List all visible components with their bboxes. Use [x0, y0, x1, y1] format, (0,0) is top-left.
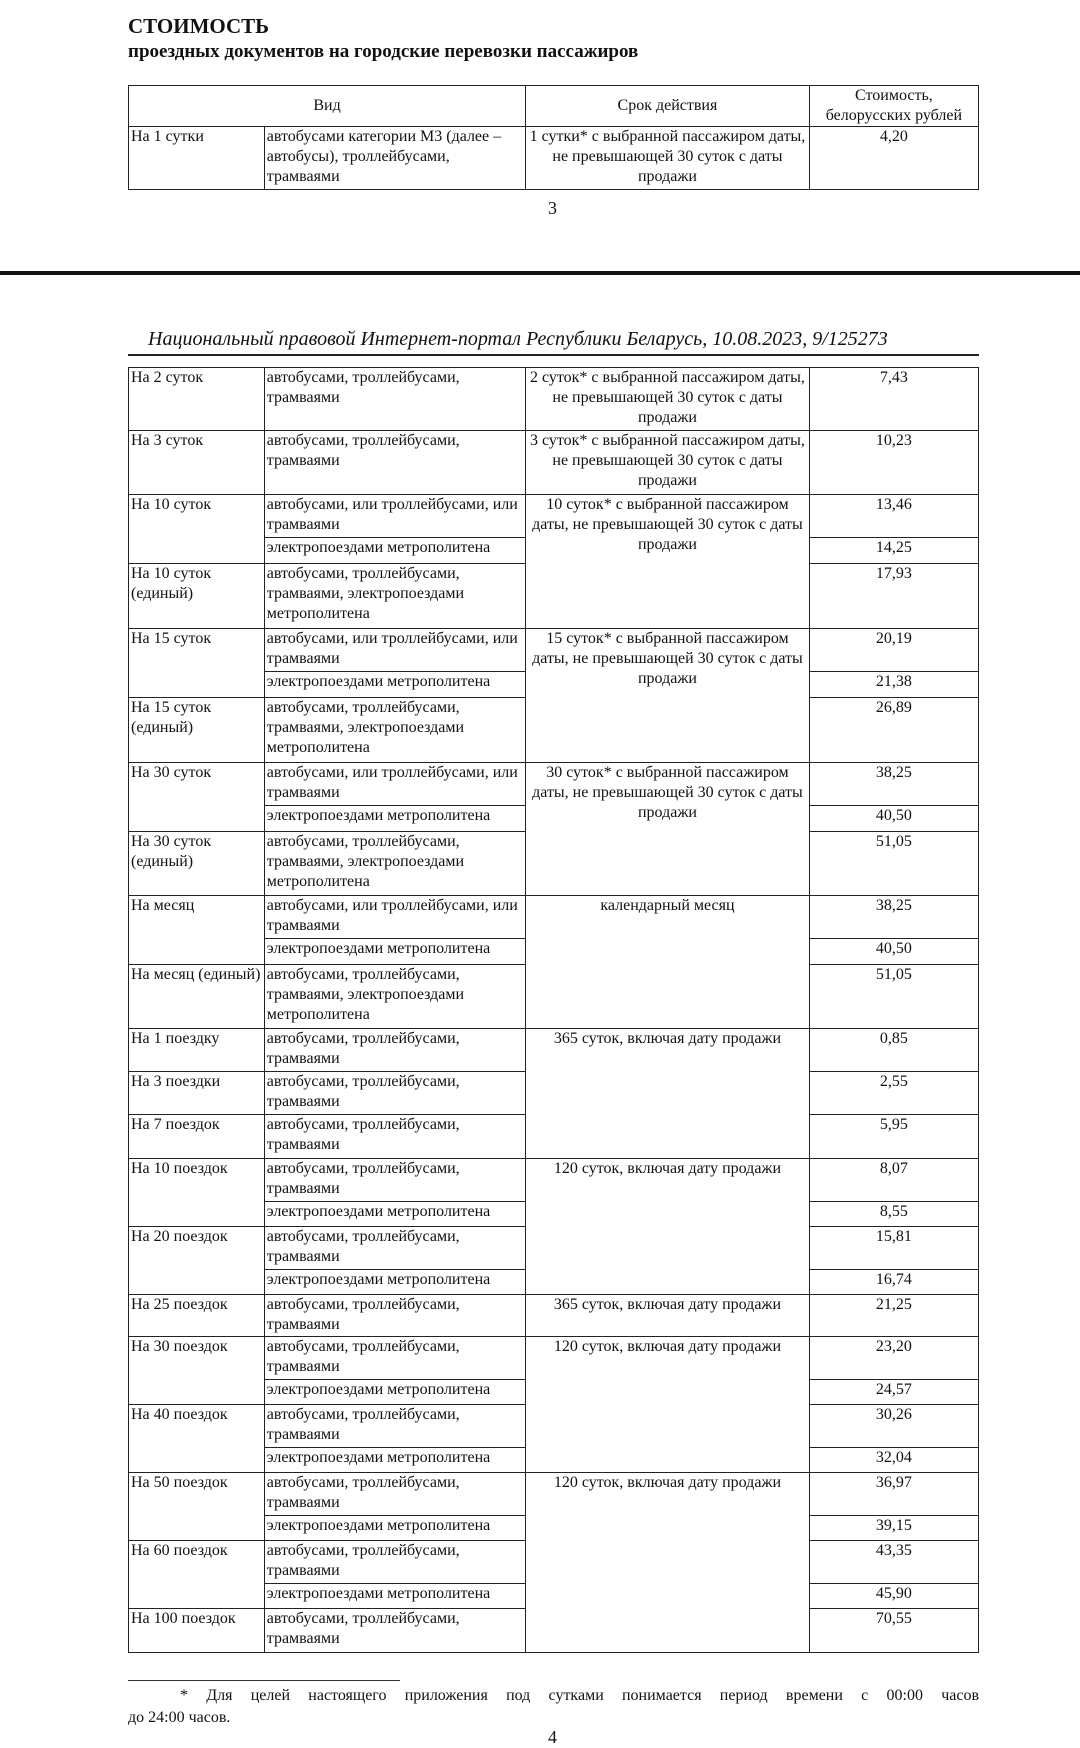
ticket-name: На 10 суток — [129, 495, 265, 564]
transport-cell: автобусами, троллейбусами, трамваями — [264, 431, 525, 495]
price-table-main — [128, 367, 979, 1653]
transport-cell: электропоездами метрополитена — [264, 806, 525, 832]
ticket-name: На 20 поездок — [129, 1227, 265, 1295]
validity-cell: 365 суток, включая дату продажи — [526, 1029, 810, 1159]
ticket-name: На 40 поездок — [129, 1405, 265, 1473]
price-cell: 24,57 — [809, 1380, 978, 1405]
transport-cell: автобусами, или троллейбусами, или трамваями — [264, 629, 525, 672]
transport-cell: автобусами, троллейбусами, трамваями — [264, 1337, 525, 1380]
transport-cell: электропоездами метрополитена — [264, 1448, 525, 1473]
header-cost-line1: Стоимость, — [855, 87, 933, 104]
ticket-name: На месяц (единый) — [129, 965, 265, 1029]
table-row — [129, 1337, 979, 1380]
validity-cell: 15 суток* с выбранной пассажиром даты, не превышающей 30 суток с даты продажи — [526, 629, 810, 763]
validity-cell: 120 суток, включая дату продажи — [526, 1337, 810, 1473]
price-cell: 21,25 — [809, 1295, 978, 1337]
transport-cell: электропоездами метрополитена — [264, 1380, 525, 1405]
validity-cell: 365 суток, включая дату продажи — [526, 1295, 810, 1337]
transport-cell: автобусами, троллейбусами, трамваями, электропоездами метрополитена — [264, 832, 525, 896]
footnote-line-1: * Для целей настоящего приложения под сутками понимается период времени с 00:00 часов — [180, 1687, 979, 1704]
header-cost-line2: белорусских рублей — [825, 107, 963, 124]
transport-cell: электропоездами метрополитена — [264, 538, 525, 564]
price-cell: 36,97 — [809, 1473, 978, 1516]
transport-cell: автобусами, троллейбусами, трамваями — [264, 1159, 525, 1202]
transport-cell: электропоездами метрополитена — [264, 672, 525, 698]
price-cell: 10,23 — [809, 431, 978, 495]
price-cell: 40,50 — [809, 939, 978, 965]
header-cost — [809, 86, 978, 127]
price-cell: 0,85 — [809, 1029, 978, 1072]
table-row — [129, 1159, 979, 1202]
footnote-rule — [128, 1680, 400, 1681]
price-cell: 45,90 — [809, 1584, 978, 1609]
transport-cell: автобусами, троллейбусами, трамваями — [264, 1295, 525, 1337]
header-srok: Срок действия — [526, 86, 810, 127]
price-cell: 51,05 — [809, 965, 978, 1029]
ticket-name: На 30 суток — [129, 763, 265, 832]
document-title: СТОИМОСТЬ — [128, 14, 270, 38]
portal-header: Национальный правовой Интернет-портал Республики Беларусь, 10.08.2023, 9/125273 — [148, 328, 888, 350]
transport-cell: автобусами, троллейбусами, трамваями — [264, 368, 525, 431]
price-cell: 2,55 — [809, 1072, 978, 1115]
validity-cell: 2 суток* с выбранной пассажиром даты, не превышающей 30 суток с даты продажи — [526, 368, 810, 431]
price-cell: 17,93 — [809, 564, 978, 629]
validity-cell: 1 сутки* с выбранной пассажиром даты, не превышающей 30 суток с даты продажи — [526, 127, 810, 190]
ticket-name: На 15 суток (единый) — [129, 698, 265, 763]
transport-cell: автобусами, троллейбусами, трамваями — [264, 1029, 525, 1072]
transport-cell: автобусами, троллейбусами, трамваями — [264, 1115, 525, 1159]
price-cell: 32,04 — [809, 1448, 978, 1473]
transport-cell: автобусами категории М3 (далее – автобусы), троллейбусами, трамваями — [264, 127, 525, 190]
ticket-name: На 3 поездки — [129, 1072, 265, 1115]
ticket-name: На 10 поездок — [129, 1159, 265, 1227]
price-cell: 70,55 — [809, 1609, 978, 1653]
price-cell: 21,38 — [809, 672, 978, 698]
price-cell: 7,43 — [809, 368, 978, 431]
price-table-top — [128, 85, 979, 190]
page-number: 4 — [548, 1727, 557, 1747]
table-row — [129, 1473, 979, 1516]
document-subtitle: проездных документов на городские перевозки пассажиров — [128, 41, 639, 62]
ticket-name: На 30 поездок — [129, 1337, 265, 1405]
price-cell: 8,07 — [809, 1159, 978, 1202]
table-row — [129, 629, 979, 672]
price-cell: 23,20 — [809, 1337, 978, 1380]
ticket-name: На 50 поездок — [129, 1473, 265, 1541]
price-cell: 43,35 — [809, 1541, 978, 1584]
table-row — [129, 763, 979, 806]
price-cell: 14,25 — [809, 538, 978, 564]
transport-cell: автобусами, троллейбусами, трамваями — [264, 1405, 525, 1448]
header-vid: Вид — [129, 86, 526, 127]
footnote-line-2: до 24:00 часов. — [128, 1709, 231, 1726]
price-cell: 38,25 — [809, 896, 978, 939]
ticket-name: На 1 поездку — [129, 1029, 265, 1072]
ticket-name: На 7 поездок — [129, 1115, 265, 1159]
price-cell: 38,25 — [809, 763, 978, 806]
price-cell: 5,95 — [809, 1115, 978, 1159]
transport-cell: электропоездами метрополитена — [264, 1584, 525, 1609]
price-cell: 16,74 — [809, 1270, 978, 1295]
transport-cell: электропоездами метрополитена — [264, 939, 525, 965]
transport-cell: автобусами, троллейбусами, трамваями — [264, 1609, 525, 1653]
page-number: 3 — [548, 198, 557, 218]
transport-cell: автобусами, троллейбусами, трамваями — [264, 1541, 525, 1584]
transport-cell: автобусами, троллейбусами, трамваями — [264, 1227, 525, 1270]
ticket-name: На 2 суток — [129, 368, 265, 431]
validity-cell: 3 суток* с выбранной пассажиром даты, не превышающей 30 суток с даты продажи — [526, 431, 810, 495]
ticket-name: На месяц — [129, 896, 265, 965]
page-divider — [0, 271, 1080, 275]
ticket-name: На 30 суток (единый) — [129, 832, 265, 896]
price-cell: 30,26 — [809, 1405, 978, 1448]
price-cell: 51,05 — [809, 832, 978, 896]
ticket-name: На 100 поездок — [129, 1609, 265, 1653]
table-row — [129, 495, 979, 538]
validity-cell: 120 суток, включая дату продажи — [526, 1473, 810, 1653]
transport-cell: автобусами, троллейбусами, трамваями, электропоездами метрополитена — [264, 564, 525, 629]
ticket-name: На 10 суток (единый) — [129, 564, 265, 629]
footnote — [128, 1685, 979, 1729]
ticket-name: На 15 суток — [129, 629, 265, 698]
validity-cell: 30 суток* с выбранной пассажиром даты, не превышающей 30 суток с даты продажи — [526, 763, 810, 896]
price-cell: 8,55 — [809, 1202, 978, 1227]
transport-cell: электропоездами метрополитена — [264, 1270, 525, 1295]
price-cell: 26,89 — [809, 698, 978, 763]
transport-cell: электропоездами метрополитена — [264, 1202, 525, 1227]
price-cell: 40,50 — [809, 806, 978, 832]
validity-cell: 10 суток* с выбранной пассажиром даты, не превышающей 30 суток с даты продажи — [526, 495, 810, 629]
table-header-row — [129, 86, 979, 127]
table-row — [129, 368, 979, 431]
table-row — [129, 896, 979, 939]
price-cell: 13,46 — [809, 495, 978, 538]
price-cell: 15,81 — [809, 1227, 978, 1270]
transport-cell: автобусами, троллейбусами, трамваями — [264, 1473, 525, 1516]
validity-cell: 120 суток, включая дату продажи — [526, 1159, 810, 1295]
ticket-name: На 25 поездок — [129, 1295, 265, 1337]
transport-cell: автобусами, троллейбусами, трамваями, электропоездами метрополитена — [264, 965, 525, 1029]
ticket-name: На 1 сутки — [129, 127, 265, 190]
transport-cell: автобусами, или троллейбусами, или трамваями — [264, 896, 525, 939]
table-row — [129, 1295, 979, 1337]
transport-cell: автобусами, или троллейбусами, или трамваями — [264, 763, 525, 806]
price-cell: 20,19 — [809, 629, 978, 672]
ticket-name: На 60 поездок — [129, 1541, 265, 1609]
transport-cell: автобусами, троллейбусами, трамваями, электропоездами метрополитена — [264, 698, 525, 763]
transport-cell: электропоездами метрополитена — [264, 1516, 525, 1541]
ticket-name: На 3 суток — [129, 431, 265, 495]
table-row — [129, 431, 979, 495]
header-rule — [128, 354, 979, 356]
validity-cell: календарный месяц — [526, 896, 810, 1029]
table-row — [129, 127, 979, 190]
price-cell: 39,15 — [809, 1516, 978, 1541]
price-cell: 4,20 — [809, 127, 978, 190]
transport-cell: автобусами, или троллейбусами, или трамваями — [264, 495, 525, 538]
table-row — [129, 1029, 979, 1072]
transport-cell: автобусами, троллейбусами, трамваями — [264, 1072, 525, 1115]
